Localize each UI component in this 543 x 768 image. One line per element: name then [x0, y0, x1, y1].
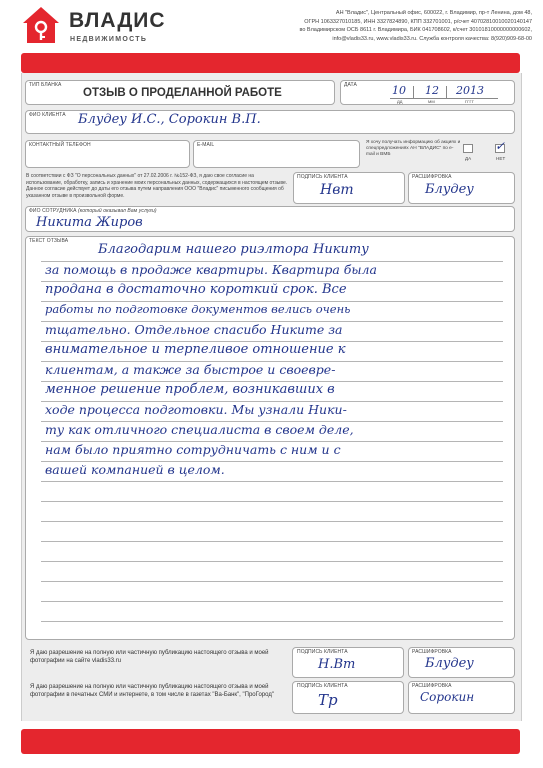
decoding-label: РАСШИФРОВКА [412, 174, 452, 180]
review-line: за помощь в продаже квартиры. Квартира была [45, 262, 377, 277]
review-line: нам было приятно сотрудничать с ним и с [45, 442, 341, 457]
brand-subtitle: НЕДВИЖИМОСТЬ [70, 36, 148, 43]
promo-no-checkmark: ✓ [495, 139, 506, 153]
sig1-label: ПОДПИСЬ КЛИЕНТА [297, 649, 348, 655]
dec1-label: РАСШИФРОВКА [412, 649, 452, 655]
date-sep-2 [446, 86, 447, 98]
client-signature-label: ПОДПИСЬ КЛИЕНТА [297, 174, 348, 180]
address-line: info@vladis33.ru, www.vladis33.ru. Служба контроля качества: 8(920)909-68-00 [332, 35, 532, 42]
review-line: менное решение проблем, возникавших в [45, 382, 335, 397]
review-line: тщательно. Отдельное спасибо Никите за [45, 322, 343, 337]
date-label: ДАТА [344, 82, 357, 88]
date-year: 2013 [456, 84, 484, 97]
phone-label: КОНТАКТНЫЙ ТЕЛЕФОН [29, 142, 91, 148]
date-sep-1 [413, 86, 414, 98]
date-underline [390, 98, 498, 99]
date-year-label: ГГГГ [465, 99, 475, 104]
promo-yes-checkbox[interactable] [463, 144, 473, 153]
review-line: ту как отличного специалиста в своем деле, [45, 422, 354, 437]
promo-yes-label: ДА [465, 156, 472, 161]
company-address [226, 9, 532, 43]
form-title: ОТЗЫВ О ПРОДЕЛАННОЙ РАБОТЕ [83, 87, 282, 99]
date-month-label: ММ [428, 99, 435, 104]
logo-icon [21, 5, 61, 45]
review-line: ходе процесса подготовки. Мы узнали Ники- [45, 402, 347, 417]
review-line: клиентам, а также за быстрое и своевре- [45, 362, 336, 377]
review-line: внимательное и терпеливое отношение к [45, 342, 346, 357]
review-line: работы по подготовке документов велись очень [45, 302, 351, 316]
promo-text: Я хочу получать информацию об акциях и спецпредложениях АН "ВЛАДИС" по e-mail и ВМБ [366, 140, 461, 157]
header-red-bar [21, 53, 520, 73]
review-line: вашей компанией в целом. [45, 462, 225, 477]
address-line: АН "Владис", Центральный офис, 600022, г. Владимир, пр-т Ленина, дом 48, [335, 10, 532, 16]
promo-no-label: НЕТ [496, 156, 506, 161]
email-field[interactable] [193, 140, 360, 168]
client-name-label: ФИО КЛИЕНТА [29, 112, 66, 118]
dec2-label: РАСШИФРОВКА [412, 683, 452, 689]
employee-label-note: (который оказывал Вам услуги) [78, 208, 157, 214]
decoding-value: Блудеу [425, 182, 474, 197]
sig2-label: ПОДПИСЬ КЛИЕНТА [297, 683, 348, 689]
review-label: ТЕКСТ ОТЗЫВА [29, 238, 69, 244]
sig2-value: Тр [318, 691, 338, 709]
client-name-value: Блудеу И.С., Сорокин В.П. [78, 112, 261, 127]
employee-label-text: ФИО СОТРУДНИКА [29, 208, 77, 214]
sig1-value: Н.Вт [318, 657, 356, 672]
client-signature-value: Нвт [320, 182, 354, 198]
employee-label [29, 208, 157, 214]
date-day-label: ДД [397, 99, 403, 104]
brand-name: ВЛАДИС [69, 9, 166, 32]
email-label: E-MAIL [197, 142, 215, 148]
review-line: продана в достаточно короткий срок. Все [45, 282, 347, 297]
dec2-value: Сорокин [420, 690, 475, 704]
address-line: во Владимирском ОСБ 8611 г. Владимира, БИК 041708602, к/счет 30101810000000000602, [299, 27, 532, 33]
date-month: 12 [425, 84, 439, 97]
review-line: Благодарим нашего риэлтора Никиту [98, 242, 369, 257]
publish-media-text: Я даю разрешение на полную или частичную публикацию настоящего отзыва и моей фотографии в печатных СМИ и интернете, в том числе в газетах "Ва-Банк", "ПроГород" [30, 684, 274, 698]
consent-text: В соответствии с ФЗ "О персональных данных" от 27.02.2006 г. №152-ФЗ, я даю свое согласие на использование, обработку, запись и хранение моих персональных данных, содержащихся в настоящем отзыве. Данное согласие действует до даты его отзыва путем направления ООО "Владис" письменного сообщения об указанном отзыве в произвольной форме. [26, 173, 288, 199]
publish-site-text: Я даю разрешение на полную или частичную публикацию настоящего отзыва и моей фотографии на сайте vladis33.ru [30, 650, 269, 664]
address-line: ОГРН 1063327010185, ИНН 3327824890, КПП 332701001, р/счет 40702810010020140147 [304, 18, 532, 25]
form-type-label: ТИП БЛАНКА [29, 82, 62, 88]
dec1-value: Блудеу [425, 656, 474, 671]
footer-red-bar [21, 729, 520, 754]
date-day: 10 [392, 84, 406, 97]
employee-name-value: Никита Жиров [36, 215, 143, 230]
